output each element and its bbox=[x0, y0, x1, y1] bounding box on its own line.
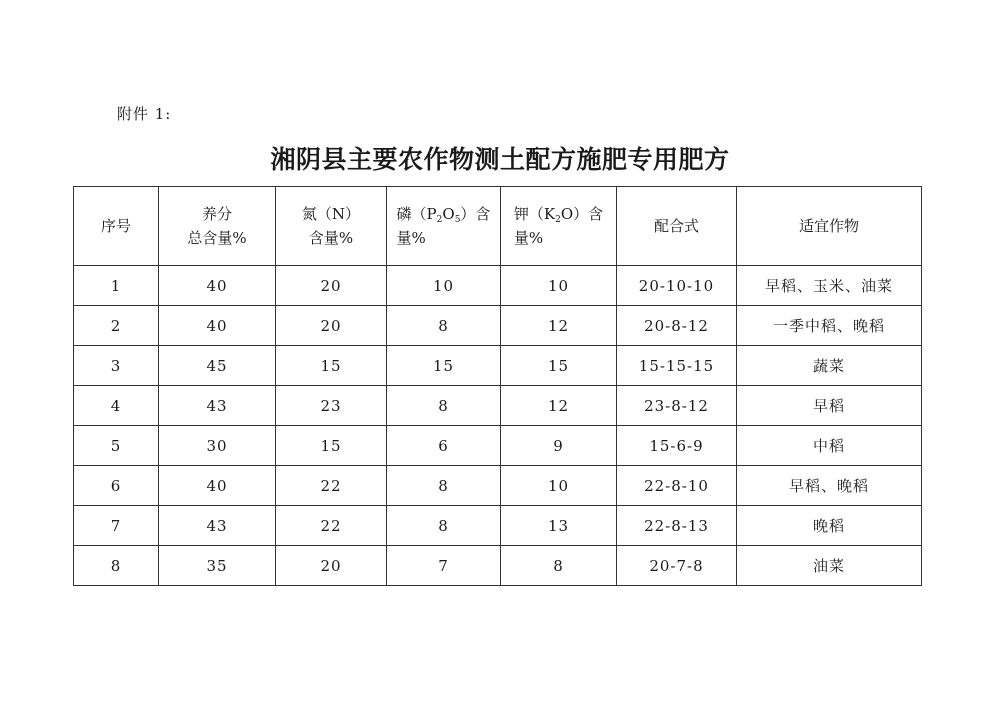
cell-total: 43 bbox=[159, 506, 276, 546]
fertilizer-formula-table bbox=[73, 186, 922, 586]
table-row bbox=[74, 466, 922, 506]
cell-formula: 20-8-12 bbox=[617, 306, 737, 346]
cell-total: 43 bbox=[159, 386, 276, 426]
table-row bbox=[74, 386, 922, 426]
cell-total: 40 bbox=[159, 306, 276, 346]
cell-formula: 20-7-8 bbox=[617, 546, 737, 586]
table-row bbox=[74, 306, 922, 346]
page-title: 湘阴县主要农作物测土配方施肥专用肥方 bbox=[270, 145, 730, 174]
cell-crops: 早稻、晚稻 bbox=[737, 466, 922, 506]
cell-potassium: 12 bbox=[501, 306, 617, 346]
cell-potassium: 9 bbox=[501, 426, 617, 466]
cell-potassium: 8 bbox=[501, 546, 617, 586]
header-nitrogen-line1: 氮（N） bbox=[301, 205, 361, 223]
cell-phosphorus: 15 bbox=[387, 346, 501, 386]
header-potassium-line1: 钾$(K_2O)$含 bbox=[513, 205, 604, 225]
table-row bbox=[74, 346, 922, 386]
cell-nitrogen: 23 bbox=[276, 386, 387, 426]
cell-phosphorus: 8 bbox=[387, 386, 501, 426]
cell-crops: 晚稻 bbox=[737, 506, 922, 546]
cell-formula: 22-8-13 bbox=[617, 506, 737, 546]
cell-phosphorus: 10 bbox=[387, 266, 501, 306]
cell-phosphorus: 7 bbox=[387, 546, 501, 586]
header-potassium bbox=[501, 187, 617, 266]
cell-nitrogen: 20 bbox=[276, 546, 387, 586]
attachment-label: 附件 1: bbox=[117, 105, 172, 123]
cell-nitrogen: 22 bbox=[276, 466, 387, 506]
header-suitable-crops bbox=[737, 187, 922, 266]
header-total-nutrient bbox=[159, 187, 276, 266]
cell-total: 40 bbox=[159, 266, 276, 306]
header-index bbox=[74, 187, 159, 266]
cell-formula: 22-8-10 bbox=[617, 466, 737, 506]
cell-index: 4 bbox=[74, 386, 159, 426]
cell-total: 30 bbox=[159, 426, 276, 466]
header-formula bbox=[617, 187, 737, 266]
table-header-row bbox=[74, 187, 922, 266]
cell-formula: 15-15-15 bbox=[617, 346, 737, 386]
cell-crops: 早稻、玉米、油菜 bbox=[737, 266, 922, 306]
cell-index: 6 bbox=[74, 466, 159, 506]
header-nitrogen bbox=[276, 187, 387, 266]
cell-crops: 油菜 bbox=[737, 546, 922, 586]
table-row bbox=[74, 546, 922, 586]
cell-potassium: 12 bbox=[501, 386, 617, 426]
header-total-line1: 养分 bbox=[201, 205, 232, 223]
header-formula-text: 配合式 bbox=[653, 217, 699, 235]
cell-potassium: 15 bbox=[501, 346, 617, 386]
cell-phosphorus: 6 bbox=[387, 426, 501, 466]
cell-nitrogen: 22 bbox=[276, 506, 387, 546]
cell-index: 7 bbox=[74, 506, 159, 546]
cell-nitrogen: 20 bbox=[276, 306, 387, 346]
cell-potassium: 10 bbox=[501, 266, 617, 306]
cell-index: 8 bbox=[74, 546, 159, 586]
header-total-line2: 总含量% bbox=[187, 229, 247, 247]
cell-nitrogen: 20 bbox=[276, 266, 387, 306]
cell-potassium: 10 bbox=[501, 466, 617, 506]
cell-formula: 23-8-12 bbox=[617, 386, 737, 426]
header-crops-text: 适宜作物 bbox=[798, 217, 859, 235]
cell-nitrogen: 15 bbox=[276, 426, 387, 466]
cell-potassium: 13 bbox=[501, 506, 617, 546]
cell-index: 1 bbox=[74, 266, 159, 306]
cell-index: 3 bbox=[74, 346, 159, 386]
header-phosphorus-line2: 量% bbox=[396, 229, 426, 247]
header-potassium-line2: 量% bbox=[513, 229, 544, 247]
cell-crops: 一季中稻、晚稻 bbox=[737, 306, 922, 346]
cell-total: 45 bbox=[159, 346, 276, 386]
cell-phosphorus: 8 bbox=[387, 466, 501, 506]
cell-total: 35 bbox=[159, 546, 276, 586]
cell-index: 2 bbox=[74, 306, 159, 346]
header-index-text: 序号 bbox=[100, 217, 131, 235]
table-row bbox=[74, 266, 922, 306]
table-row bbox=[74, 426, 922, 466]
cell-crops: 蔬菜 bbox=[737, 346, 922, 386]
header-phosphorus bbox=[387, 187, 501, 266]
table-row bbox=[74, 506, 922, 546]
cell-nitrogen: 15 bbox=[276, 346, 387, 386]
cell-total: 40 bbox=[159, 466, 276, 506]
cell-phosphorus: 8 bbox=[387, 506, 501, 546]
cell-crops: 早稻 bbox=[737, 386, 922, 426]
cell-crops: 中稻 bbox=[737, 426, 922, 466]
header-phosphorus-line1: 磷$(P_2O_5)$含 bbox=[396, 205, 491, 225]
cell-phosphorus: 8 bbox=[387, 306, 501, 346]
cell-formula: 15-6-9 bbox=[617, 426, 737, 466]
cell-index: 5 bbox=[74, 426, 159, 466]
cell-formula: 20-10-10 bbox=[617, 266, 737, 306]
header-nitrogen-line2: 含量% bbox=[308, 229, 354, 247]
